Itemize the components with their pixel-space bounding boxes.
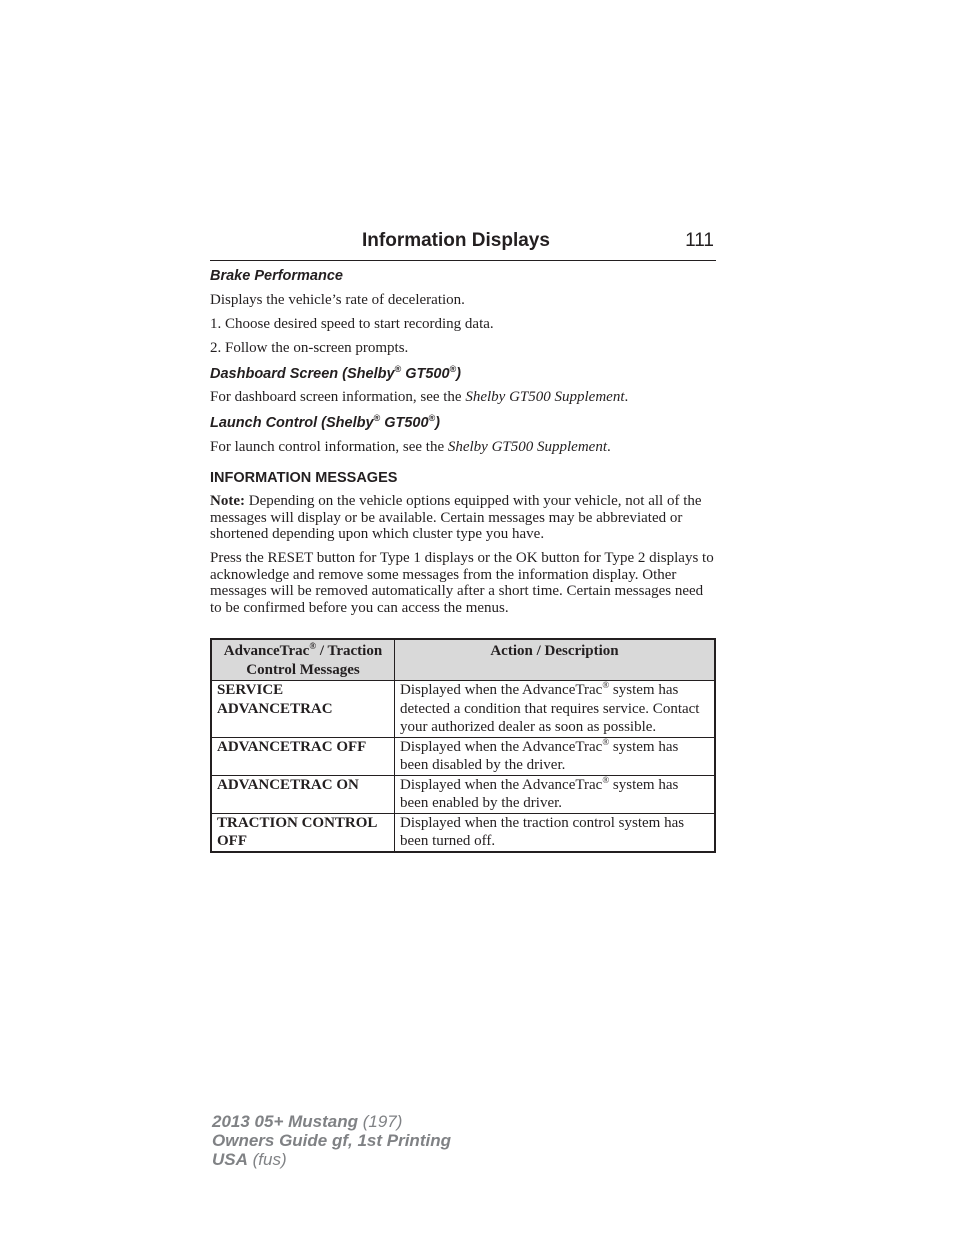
launch-heading-part: Launch Control (Shelby xyxy=(210,415,374,431)
table-row xyxy=(211,681,715,738)
launch-text-part: For launch control information, see the xyxy=(210,439,448,455)
brake-step-2: 2. Follow the on-screen prompts. xyxy=(210,340,409,356)
description-text: system has been disabled by the driver. xyxy=(400,738,679,773)
table-header-row xyxy=(211,639,715,681)
message-cell: ADVANCETRAC ON xyxy=(211,775,395,813)
dashboard-screen-text xyxy=(210,389,628,406)
page-header xyxy=(210,228,716,261)
page-title: Information Displays xyxy=(362,230,550,251)
message-cell: ADVANCETRAC OFF xyxy=(211,737,395,775)
footer-code: (197) xyxy=(358,1112,403,1131)
table-row xyxy=(211,775,715,813)
note-paragraph xyxy=(210,493,716,543)
description-text: Displayed when the AdvanceTrac xyxy=(400,776,603,793)
footer-line-3 xyxy=(212,1150,451,1169)
description-text: system has been enabled by the driver. xyxy=(400,776,679,811)
note-label: Note: xyxy=(210,493,245,509)
messages-table xyxy=(210,638,716,853)
information-messages-heading: INFORMATION MESSAGES xyxy=(210,470,398,486)
registered-mark: ® xyxy=(309,641,317,651)
description-text: Displayed when the traction control system has been turned off. xyxy=(400,814,685,849)
supplement-reference: Shelby GT500 Supplement xyxy=(465,389,625,405)
footer-printing: Owners Guide gf, 1st Printing xyxy=(212,1131,451,1150)
table-row xyxy=(211,737,715,775)
description-cell xyxy=(395,737,716,775)
dashboard-text-part: For dashboard screen information, see the xyxy=(210,389,466,405)
description-cell xyxy=(395,813,716,852)
registered-mark: ® xyxy=(428,413,436,424)
description-cell xyxy=(395,775,716,813)
description-text: system has detected a condition that requires service. Contact your authorized dealer as soon as possible. xyxy=(400,682,700,735)
description-text: Displayed when the AdvanceTrac xyxy=(400,738,603,755)
dashboard-text-part: . xyxy=(624,389,629,405)
page-number: 111 xyxy=(685,230,714,251)
dashboard-screen-heading xyxy=(210,366,461,382)
table-row xyxy=(211,813,715,852)
description-cell xyxy=(395,681,716,738)
dashboard-heading-part: GT500 xyxy=(401,366,450,382)
header-text: AdvanceTrac xyxy=(223,643,310,659)
brake-performance-heading: Brake Performance xyxy=(210,268,343,284)
launch-heading-part: ) xyxy=(435,415,441,431)
footer-market-code: (fus) xyxy=(247,1150,287,1169)
manual-page xyxy=(210,228,716,849)
footer-line-1 xyxy=(212,1112,451,1131)
message-cell: SERVICE ADVANCETRAC xyxy=(211,681,395,738)
registered-mark: ® xyxy=(602,680,610,690)
launch-control-heading xyxy=(210,415,440,431)
registered-mark: ® xyxy=(602,774,610,785)
description-text: Displayed when the AdvanceTrac xyxy=(400,682,603,698)
launch-heading-part: GT500 xyxy=(380,415,429,431)
registered-mark: ® xyxy=(394,364,402,375)
brake-step-1: 1. Choose desired speed to start recording data. xyxy=(210,316,494,332)
reset-paragraph: Press the RESET button for Type 1 displays or the OK button for Type 2 displays to acknowledge and remove some messages from the information display. Other messages will be removed automatically after a short time. Certain messages need to be confirmed before you can access the menus. xyxy=(210,550,714,616)
footer-market: USA xyxy=(212,1150,248,1169)
message-cell: TRACTION CONTROL OFF xyxy=(211,813,395,852)
dashboard-heading-part: Dashboard Screen (Shelby xyxy=(210,366,395,382)
dashboard-heading-part: ) xyxy=(456,366,462,382)
registered-mark: ® xyxy=(373,413,381,424)
launch-control-text xyxy=(210,439,611,456)
page-footer xyxy=(212,1112,451,1169)
column-header-messages xyxy=(211,639,395,681)
brake-performance-text: Displays the vehicle’s rate of deceleration. xyxy=(210,292,465,308)
registered-mark: ® xyxy=(602,736,610,747)
launch-text-part: . xyxy=(607,439,611,455)
header-text: / Traction Control Messages xyxy=(246,643,383,678)
registered-mark: ® xyxy=(449,364,457,375)
column-header-action: Action / Description xyxy=(395,639,716,681)
footer-line-2 xyxy=(212,1131,451,1150)
note-text: Depending on the vehicle options equipped with your vehicle, not all of the messages will display or be available. Certain messages may be abbreviated or shortened depending upon which cluster type you have. xyxy=(210,493,702,542)
footer-model: 2013 05+ Mustang xyxy=(212,1112,358,1131)
supplement-reference: Shelby GT500 Supplement xyxy=(447,439,607,455)
